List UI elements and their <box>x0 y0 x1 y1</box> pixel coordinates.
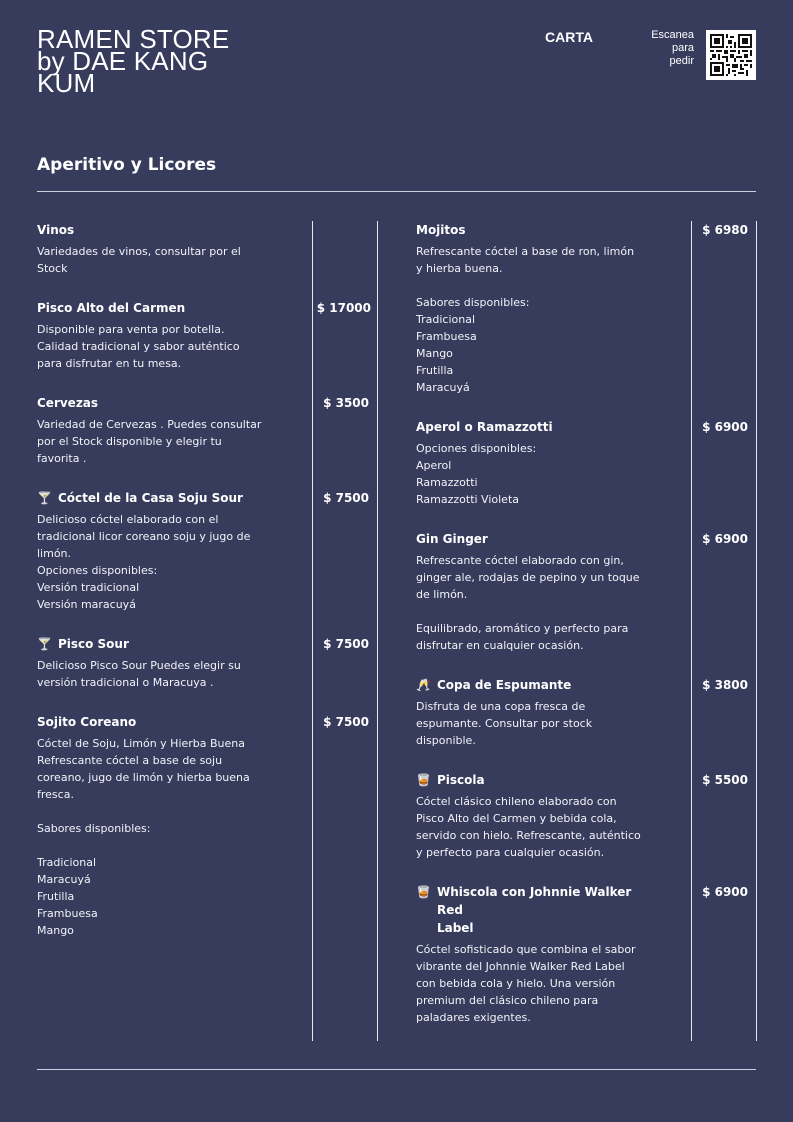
cocktail-icon: 🍸 <box>37 491 52 505</box>
champagne-glasses-icon: 🥂 <box>416 678 431 692</box>
brand-line: by DAE KANG <box>37 46 209 76</box>
left-menu-column <box>37 221 371 961</box>
item-price: $ 3800 <box>702 678 748 692</box>
column-divider <box>756 221 757 1041</box>
item-description: Refrescante cóctel elaborado con gin, ginger ale, rodajas de pepino y un toque de limón. Equilibrado, aromático y perfecto para disfrutar en cualquier ocasión. <box>416 554 640 652</box>
item-name: Gin Ginger <box>416 532 488 546</box>
brand-line: RAMEN STORE <box>37 24 230 54</box>
item-description: Variedades de vinos, consultar por el Stock <box>37 245 241 275</box>
menu-item <box>416 883 748 1026</box>
item-description: Cóctel clásico chileno elaborado con Pisco Alto del Carmen y bebida cola, servido con hielo. Refrescante, auténtico y perfecto para cualquier ocasión. <box>416 795 641 859</box>
menu-item <box>37 713 369 939</box>
item-name: Aperol o Ramazzotti <box>416 420 553 434</box>
item-name: Pisco Alto del Carmen <box>37 301 186 315</box>
item-name: Piscola <box>436 773 485 787</box>
item-price: $ 17000 <box>316 301 371 315</box>
menu-item <box>416 530 748 654</box>
tumbler-glass-icon: 🥃 <box>416 773 431 787</box>
item-name: Cervezas <box>37 396 99 410</box>
item-price: $ 3500 <box>323 396 369 410</box>
column-divider <box>691 221 692 1041</box>
scan-line: pedir <box>669 55 694 67</box>
item-description: Cóctel de Soju, Limón y Hierba Buena Refrescante cóctel a base de soju coreano, jugo de limón y hierba buena fresca. Sabores disponibles: Tradicional Maracuyá Frutilla Frambuesa Mango <box>37 737 250 937</box>
qr-code-icon <box>710 34 752 76</box>
scan-to-order-text <box>636 29 694 68</box>
item-description: Delicioso Pisco Sour Puedes elegir su versión tradicional o Maracuya . <box>37 659 241 689</box>
item-price: $ 6980 <box>702 223 748 237</box>
scan-line: Escanea <box>651 29 694 41</box>
item-description: Disponible para venta por botella. Calidad tradicional y sabor auténtico para disfrutar en tu mesa. <box>37 323 240 370</box>
item-name: Cóctel de la Casa Soju Sour <box>57 491 243 505</box>
brand-line: KUM <box>37 68 96 98</box>
scan-line: para <box>671 42 694 54</box>
item-description: Variedad de Cervezas . Puedes consultar por el Stock disponible y elegir tu favorita . <box>37 418 262 465</box>
item-name: Whiscola con Johnnie Walker Red Label <box>436 885 632 935</box>
item-price: $ 6900 <box>702 420 748 434</box>
item-price: $ 6900 <box>702 532 748 546</box>
qr-code[interactable] <box>706 30 756 80</box>
menu-item <box>37 489 369 613</box>
menu-item <box>416 221 748 396</box>
item-price: $ 7500 <box>323 637 369 651</box>
carta-label: CARTA <box>545 29 593 45</box>
menu-item <box>37 221 277 277</box>
item-description: Opciones disponibles: Aperol Ramazzotti Ramazzotti Violeta <box>416 442 537 506</box>
menu-item <box>37 635 369 691</box>
item-price: $ 5500 <box>702 773 748 787</box>
item-description: Refrescante cóctel a base de ron, limón y hierba buena. Sabores disponibles: Tradicional Frambuesa Mango Frutilla Maracuyá <box>416 245 635 394</box>
divider-bottom <box>37 1069 756 1070</box>
menu-item <box>416 771 748 861</box>
menu-item <box>416 676 748 749</box>
item-name: Copa de Espumante <box>436 678 572 692</box>
column-divider <box>312 221 313 1041</box>
item-description: Cóctel sofisticado que combina el sabor vibrante del Johnnie Walker Red Label con bebida cola y hielo. Una versión premium del clásico chileno para paladares exigentes. <box>416 943 636 1024</box>
item-price: $ 6900 <box>702 885 748 899</box>
divider-top <box>37 191 756 192</box>
right-menu-column <box>416 221 748 1048</box>
brand-title <box>37 24 297 98</box>
item-price: $ 7500 <box>323 491 369 505</box>
item-name: Mojitos <box>416 223 466 237</box>
menu-item <box>37 299 371 372</box>
tumbler-glass-icon: 🥃 <box>416 885 431 899</box>
item-description: Disfruta de una copa fresca de espumante. Consultar por stock disponible. <box>416 700 593 747</box>
item-name: Sojito Coreano <box>37 715 137 729</box>
item-price: $ 7500 <box>323 715 369 729</box>
item-name: Pisco Sour <box>57 637 129 651</box>
column-divider <box>377 221 378 1041</box>
item-name: Vinos <box>37 223 75 237</box>
cocktail-icon: 🍸 <box>37 637 52 651</box>
section-title: Aperitivo y Licores <box>37 155 217 175</box>
item-description: Delicioso cóctel elaborado con el tradicional licor coreano soju y jugo de limón. Opciones disponibles: Versión tradicional Versión maracuyá <box>37 513 251 611</box>
menu-item <box>37 394 369 467</box>
menu-item <box>416 418 748 508</box>
